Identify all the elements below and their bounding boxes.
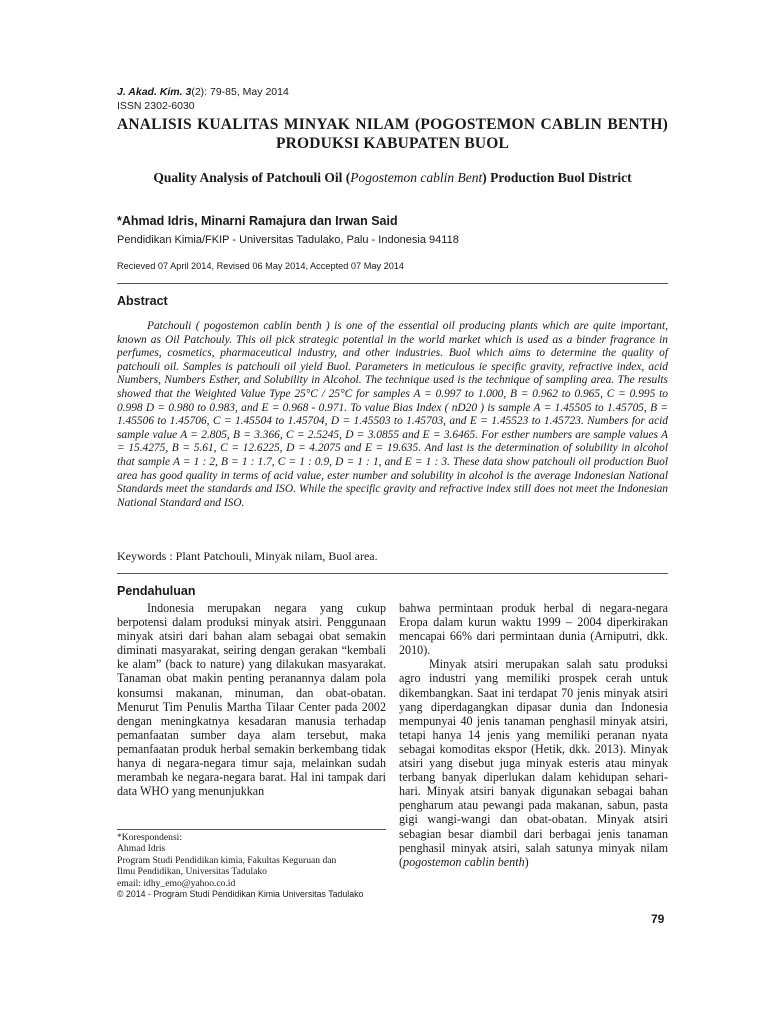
divider-bottom bbox=[117, 573, 668, 574]
intro-paragraph-1-continued: bahwa permintaan produk herbal di negara-negara Eropa dalam kurun waktu 1999 – 2004 diperkirakan mencapai 66% dari permintaan dunia (Arniputri, dkk. 2010). bbox=[399, 601, 668, 658]
affiliation: Pendidikan Kimia/FKIP - Universitas Tadulako, Palu - Indonesia 94118 bbox=[117, 234, 459, 246]
intro-column-right bbox=[399, 601, 668, 869]
divider-top bbox=[117, 283, 668, 284]
issn: ISSN 2302-6030 bbox=[117, 100, 195, 112]
intro-paragraph-2 bbox=[399, 657, 668, 868]
article-dates: Recieved 07 April 2014, Revised 06 May 2014, Accepted 07 May 2014 bbox=[117, 261, 405, 271]
intro-column-left bbox=[117, 601, 386, 798]
title-english-part2: ) Production Buol District bbox=[482, 170, 632, 185]
section-heading-pendahuluan: Pendahuluan bbox=[117, 584, 196, 598]
footnote-line-1: *Korespondensi: bbox=[117, 832, 183, 843]
authors: *Ahmad Idris, Minarni Ramajura dan Irwan Said bbox=[117, 214, 398, 228]
intro-paragraph-1: Indonesia merupakan negara yang cukup berpotensi dalam produksi minyak atsiri. Penggunaan minyak atsiri dari bahan alam sebagai obat semakin diminati masyarakat, seiring dengan gerakan “kembali ke alam” (back to nature) yang dilakukan masyarakat. Tanaman obat makin penting peranannya dalam pola konsumsi makanan, minuman, dan obat-obatan. Menurut Tim Penulis Martha Tilaar Center pada 2002 dengan meningkatnya kesadaran manusia terhadap pemanfaatan sumber daya alam tersebut, maka pemanfaatan produk herbal semakin berkembang tidak hanya di negara-negara timur saja, melainkan sudah merambah ke negara-negara barat. Hal ini tampak dari data WHO yang menunjukkan bbox=[117, 601, 386, 799]
footnote-divider bbox=[117, 829, 386, 830]
abstract-text: Patchouli ( pogostemon cablin benth ) is one of the essential oil producing plants which are quite important, known as Oil Patchouly. This oil pick strategic potential in the world market which is used as a binder fragrance in perfumes, cosmetics, pharmaceutical industry, and other industries. Buol which aims to determine the quality of patchouli oil. Samples is patchouli oil yield Buol. Parameters in meticulous ie specific gravity, refractive index, acid Numbers, Numbers Esther, and Solubility in Alcohol. The technique used is the technique of sampling area. The results showed that the Weighted Value Type 25°C / 25°C for samples A = 0.997 to 1.000, B = 0.962 to 0.965, C = 0.995 to 0.998 D = 0.980 to 0.983, and E = 0.968 - 0.971. To value Bias Index ( nD20 ) is sample A = 1.45505 to 1.45705, B = 1.45506 to 1.45706, C = 1.45504 to 1.45704, D = 1.45503 to 1.45703, and E = 1.45523 to 1.45723. Numbers for acid sample value A = 2.805, B = 3.366, C = 2.5245, D = 3.0855 and E = 3.6465. For esther numbers are sample values A = 15.4275, B = 5.61, C = 12.6225, D = 4.2075 and E = 19.635. And last is the determination of solubility in alcohol that sample A = 1 : 2, B = 1 : 1.7, C = 1 : 0.9, D = 1 : 1, and E = 1 : 3. These data show patchouli oil production Buol area has good quality in terms of acid value, ester number and solubility in alcohol is the average Indonesian National Standards meet the standards and ISO. While the specific gravity and refractive index still does not meet the Indonesian National Standard and ISO. bbox=[117, 320, 668, 509]
correspondence-footnote bbox=[117, 832, 392, 900]
footnote-line-3: Program Studi Pendidikan kimia, Fakultas Keguruan dan bbox=[117, 854, 337, 866]
title-english-part1: Quality Analysis of Patchouli Oil ( bbox=[153, 170, 351, 185]
journal-citation bbox=[117, 86, 289, 98]
journal-issue-pages: (2): 79-85, May 2014 bbox=[191, 86, 289, 98]
footnote-line-2: Ahmad Idris bbox=[117, 843, 166, 855]
keywords: Keywords : Plant Patchouli, Minyak nilam, Buol area. bbox=[117, 549, 378, 563]
title-english bbox=[117, 169, 668, 187]
title-english-species: Pogostemon cablin Bent bbox=[350, 170, 483, 185]
journal-name: J. Akad. Kim. bbox=[117, 86, 183, 98]
intro-paragraph-2-end: ) bbox=[524, 854, 529, 869]
footnote-line-6: © 2014 - Program Studi Pendidikan Kimia Universitas Tadulako bbox=[117, 889, 364, 900]
abstract-heading: Abstract bbox=[117, 294, 168, 308]
footnote-line-5: email: idhy_emo@yahoo.co.id bbox=[117, 877, 236, 889]
intro-paragraph-2-text: Minyak atsiri merupakan salah satu produksi agro industri yang memiliki prospek cerah untuk dikembangkan. Saat ini terdapat 70 jenis minyak atsiri yang diperdagangkan dipasar dunia dan Indonesia mempunyai 40 jenis tanaman penghasil minyak atsiri, tetapi hanya 14 jenis yang memiliki peranan nyata sebagai komoditas ekspor (Hetik, dkk. 2013). Minyak atsiri yang disebut juga minyak esteris atau minyak terbang banyak diperlukan dalam kehidupan sehari-hari. Minyak atsiri banyak digunakan sebagai bahan pengharum atau pewangi pada makanan, sabun, pasta gigi wangi-wangi dan obat-obatan. Minyak atsiri sebagian besar diambil dari berbagai jenis tanaman penghasil minyak atsiri, salah satunya minyak nilam ( bbox=[399, 657, 668, 869]
page-number: 79 bbox=[651, 912, 665, 926]
title-indonesian: ANALISIS KUALITAS MINYAK NILAM (POGOSTEMON CABLIN BENTH) PRODUKSI KABUPATEN BUOL bbox=[117, 116, 668, 152]
footnote-line-4: Ilmu Pendidikan, Universitas Tadulako bbox=[117, 866, 267, 878]
intro-paragraph-2-species: pogostemon cablin benth bbox=[403, 854, 525, 869]
journal-volume: 3 bbox=[185, 86, 192, 98]
